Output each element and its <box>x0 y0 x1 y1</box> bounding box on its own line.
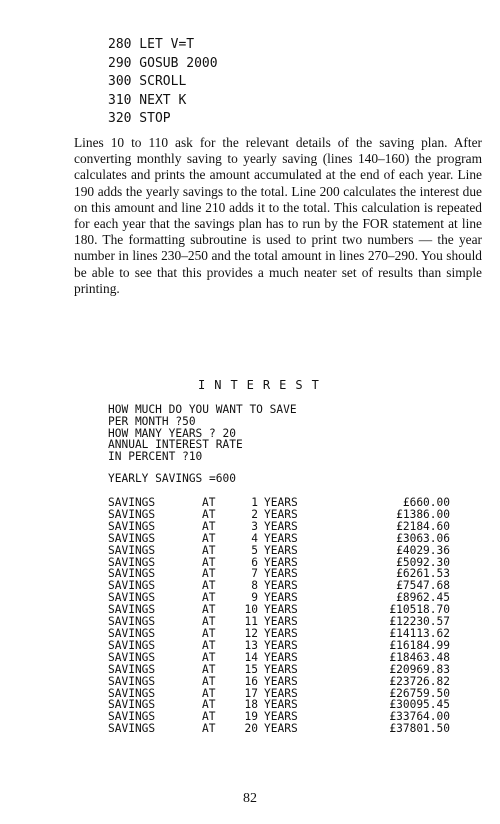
code-line: 280 LET V=T <box>108 37 195 52</box>
years-label: YEARS <box>264 519 298 533</box>
year-number: 9 <box>251 591 258 605</box>
code-line: 290 GOSUB 2000 <box>108 55 218 71</box>
code-line: 310 NEXT K <box>108 92 187 108</box>
amount-value: £26759.50 <box>389 686 450 700</box>
years-label: YEARS <box>264 496 298 509</box>
dialog-line: HOW MUCH DO YOU WANT TO SAVE <box>108 403 297 416</box>
at-label: AT <box>202 543 216 557</box>
body-paragraph: Lines 10 to 110 ask for the relevant details of the saving plan. After converting monthly saving to yearly saving (lines 140–160) the program calculates and prints the amount accumulated at the end of each year. Line 190 adds the yearly savings to the total. Line 200 calculates the interest due on this amount and line 210 adds it to the total. This calculation is repeated for each year that the savings plan has to run by the FOR statement at line 180. The formatting subroutine is used to print two numbers — the year number in lines 230–250 and the total amount in lines 270–290. You should be able to see that this provides a much neater set of results than simple printing. <box>74 135 482 296</box>
amount-value: £37801.50 <box>389 722 450 736</box>
code-line: 320 STOP <box>108 111 171 126</box>
year-number: 17 <box>244 686 258 700</box>
year-number: 14 <box>244 650 258 664</box>
dialog-line: IN PERCENT ?10 <box>108 450 203 464</box>
year-number: 3 <box>251 519 258 533</box>
amount-value: £14113.62 <box>389 626 450 640</box>
amount-value: £20969.83 <box>389 662 450 676</box>
years-label: YEARS <box>264 662 298 676</box>
at-label: AT <box>202 710 216 724</box>
savings-label: SAVINGS <box>108 698 156 712</box>
amount-value: £3063.06 <box>396 531 450 545</box>
table-row <box>108 652 450 664</box>
at-label: AT <box>202 626 216 640</box>
amount-value: £23726.82 <box>389 674 450 688</box>
year-number: 13 <box>244 638 258 652</box>
year-number: 4 <box>251 531 258 545</box>
code-listing <box>108 36 218 129</box>
year-number: 8 <box>251 579 258 593</box>
savings-label: SAVINGS <box>108 543 156 557</box>
year-number: 10 <box>244 603 258 617</box>
years-label: YEARS <box>264 567 298 581</box>
at-label: AT <box>202 722 216 736</box>
savings-label: SAVINGS <box>108 567 156 581</box>
at-label: AT <box>202 615 216 629</box>
amount-value: £2184.60 <box>396 519 450 533</box>
years-label: YEARS <box>264 591 298 605</box>
years-label: YEARS <box>264 710 298 724</box>
year-number: 7 <box>251 567 258 581</box>
amount-value: £12230.57 <box>389 615 450 629</box>
savings-label: SAVINGS <box>108 519 156 533</box>
years-label: YEARS <box>264 650 298 664</box>
years-label: YEARS <box>264 603 298 617</box>
year-number: 20 <box>244 722 258 736</box>
table-row <box>108 640 450 652</box>
year-number: 19 <box>244 710 258 724</box>
amount-value: £33764.00 <box>389 710 450 724</box>
dialog-line: PER MONTH ?50 <box>108 414 196 428</box>
dialog-line: ANNUAL INTEREST RATE <box>108 438 243 452</box>
year-number: 2 <box>251 507 258 521</box>
table-row <box>108 676 450 688</box>
code-line: 300 SCROLL <box>108 74 187 89</box>
savings-label: SAVINGS <box>108 591 156 605</box>
at-label: AT <box>202 507 216 521</box>
at-label: AT <box>202 555 216 569</box>
amount-value: £5092.30 <box>396 555 450 569</box>
year-number: 11 <box>244 615 258 629</box>
years-label: YEARS <box>264 615 298 629</box>
savings-label: SAVINGS <box>108 507 156 521</box>
years-label: YEARS <box>264 543 298 557</box>
year-number: 12 <box>244 626 258 640</box>
table-row <box>108 664 450 676</box>
savings-label: SAVINGS <box>108 638 156 652</box>
years-label: YEARS <box>264 507 298 521</box>
amount-value: £8962.45 <box>396 591 450 605</box>
at-label: AT <box>202 698 216 712</box>
savings-label: SAVINGS <box>108 674 156 688</box>
savings-label: SAVINGS <box>108 531 156 545</box>
dialog-line: HOW MANY YEARS ? 20 <box>108 426 236 440</box>
year-number: 5 <box>251 543 258 557</box>
years-label: YEARS <box>264 626 298 640</box>
at-label: AT <box>202 662 216 676</box>
table-row <box>108 533 450 545</box>
savings-label: SAVINGS <box>108 496 156 509</box>
amount-value: £18463.48 <box>389 650 450 664</box>
savings-label: SAVINGS <box>108 626 156 640</box>
at-label: AT <box>202 591 216 605</box>
year-number: 6 <box>251 555 258 569</box>
at-label: AT <box>202 519 216 533</box>
table-row <box>108 545 450 557</box>
at-label: AT <box>202 650 216 664</box>
years-label: YEARS <box>264 579 298 593</box>
amount-value: £1386.00 <box>396 507 450 521</box>
amount-value: £7547.68 <box>396 579 450 593</box>
page-number: 82 <box>243 791 257 806</box>
at-label: AT <box>202 567 216 581</box>
savings-table <box>108 497 450 735</box>
year-number: 1 <box>251 496 258 509</box>
amount-value: £10518.70 <box>389 603 450 617</box>
at-label: AT <box>202 531 216 545</box>
amount-value: £660.00 <box>402 496 450 509</box>
at-label: AT <box>202 496 216 509</box>
savings-label: SAVINGS <box>108 686 156 700</box>
savings-label: SAVINGS <box>108 555 156 569</box>
years-label: YEARS <box>264 674 298 688</box>
yearly-savings-line: YEARLY SAVINGS =600 <box>108 472 236 485</box>
amount-value: £16184.99 <box>389 638 450 652</box>
at-label: AT <box>202 603 216 617</box>
savings-label: SAVINGS <box>108 579 156 593</box>
amount-value: £6261.53 <box>396 567 450 581</box>
at-label: AT <box>202 579 216 593</box>
at-label: AT <box>202 638 216 652</box>
savings-label: SAVINGS <box>108 615 156 629</box>
years-label: YEARS <box>264 531 298 545</box>
at-label: AT <box>202 686 216 700</box>
year-number: 18 <box>244 698 258 712</box>
printout-heading: INTEREST <box>198 378 328 392</box>
years-label: YEARS <box>264 698 298 712</box>
amount-value: £30095.45 <box>389 698 450 712</box>
table-row <box>108 723 450 735</box>
years-label: YEARS <box>264 638 298 652</box>
years-label: YEARS <box>264 686 298 700</box>
year-number: 15 <box>244 662 258 676</box>
savings-label: SAVINGS <box>108 650 156 664</box>
year-number: 16 <box>244 674 258 688</box>
savings-label: SAVINGS <box>108 662 156 676</box>
savings-label: SAVINGS <box>108 722 156 736</box>
years-label: YEARS <box>264 722 298 736</box>
amount-value: £4029.36 <box>396 543 450 557</box>
printout-dialog <box>108 404 297 463</box>
savings-label: SAVINGS <box>108 603 156 617</box>
savings-label: SAVINGS <box>108 710 156 724</box>
at-label: AT <box>202 674 216 688</box>
years-label: YEARS <box>264 555 298 569</box>
table-row <box>108 521 450 533</box>
